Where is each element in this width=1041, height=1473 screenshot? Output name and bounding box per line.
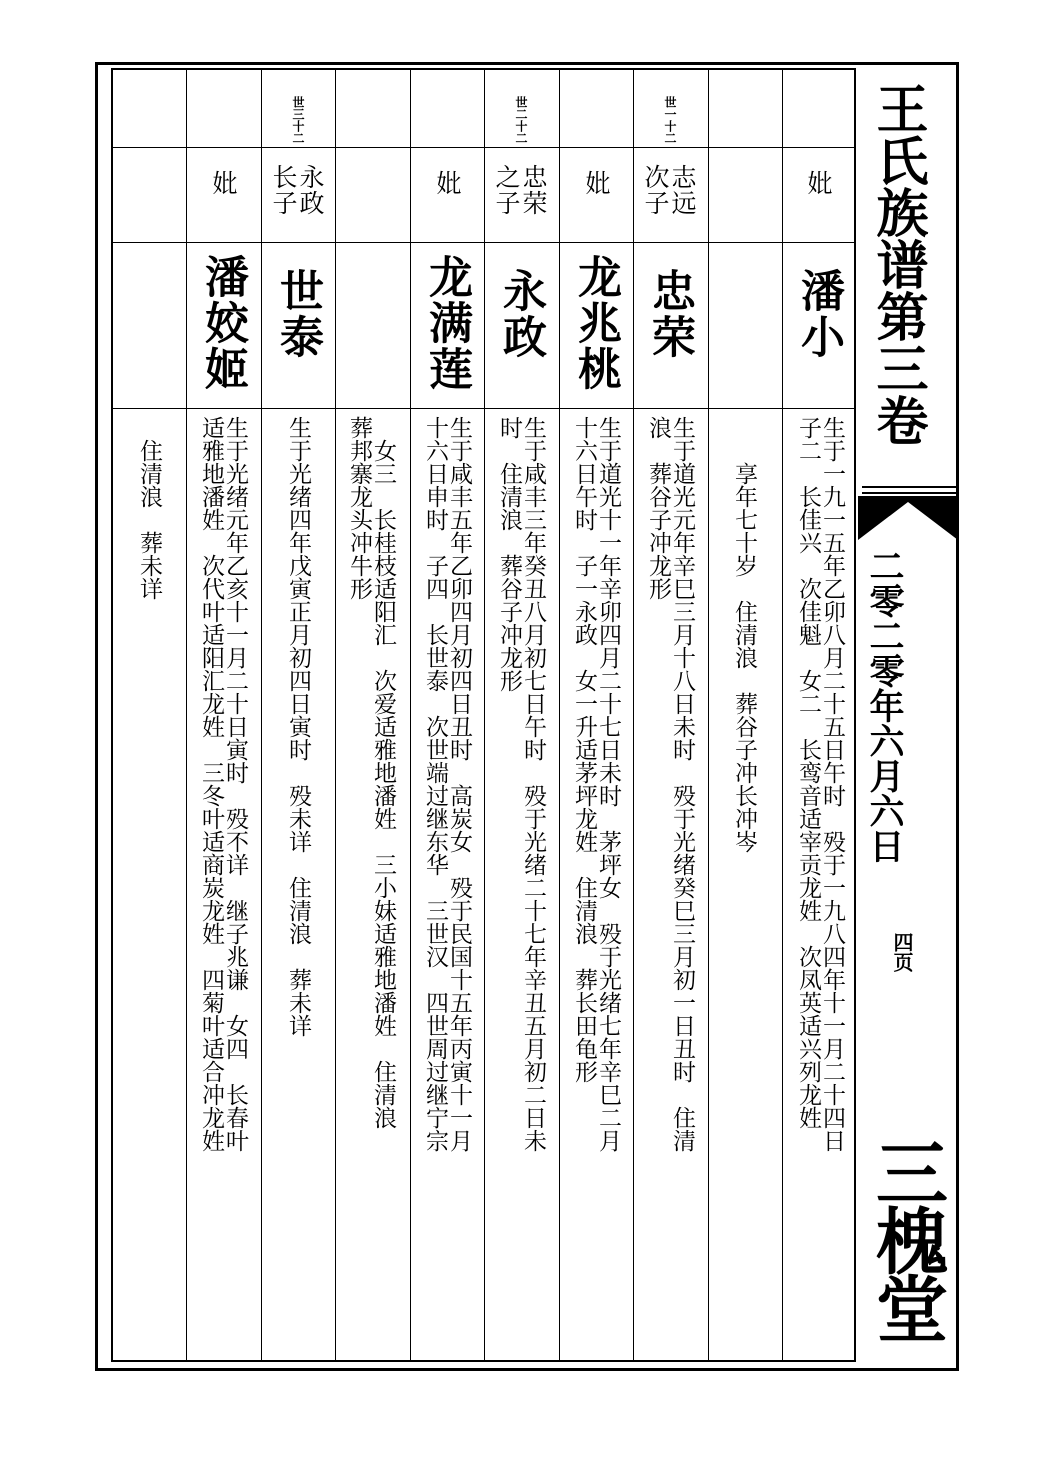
- column-divider: [782, 68, 783, 1362]
- biography-text: 生于光绪四年戊寅正月初四日寅时 殁未详 住清浪 葬未详: [285, 416, 311, 1037]
- page-number: 四页: [890, 932, 914, 972]
- person-name: 忠荣: [644, 268, 695, 360]
- biography-text: 享年七十岁 住清浪 葬谷子冲长冲岑: [731, 416, 757, 853]
- publish-date: 二零二零年六月六日: [864, 548, 905, 863]
- biography-text: 生于咸丰三年癸丑八月初七日午时 殁于光绪二十七年辛丑五月初二日未 时 住清浪 葬谷子冲龙形: [496, 416, 546, 1152]
- relation-label: 志远 次子: [641, 164, 697, 216]
- relation-label: 永政 长子: [269, 164, 325, 216]
- person-name: 永政: [495, 268, 546, 360]
- title-rule: [862, 492, 956, 494]
- biography-text: 生于一九一五年乙卯八月二十五日午时 殁于一九八四年十一月二十四日 子二 长佳兴 次佳魁 女二 长鸾音适宰贡龙姓 次凤英适兴列龙姓: [795, 416, 845, 1152]
- biography-text: 女三 长桂枝适阳汇 次爱适雅地潘姓 三小妹适雅地潘姓 住清浪 葬邦寨龙头冲牛形: [346, 416, 396, 1129]
- biography-text: 生于道光十一年辛卯四月二十七日未时 茅坪女 殁于光绪七年辛巳二月 十六日午时 子一永政 女一升适茅坪龙姓 住清浪 葬长田龟形: [571, 416, 621, 1152]
- biography-text: 生于咸丰五年乙卯四月初四日丑时 高炭女 殁于民国十五年丙寅十一月 十六日申时 子四 长世泰 次世端过继东华 三世汉 四世周过继宁宗: [422, 416, 472, 1152]
- relation-label: 妣: [804, 170, 833, 196]
- column-divider: [186, 68, 187, 1362]
- biography-text: 生于光绪元年乙亥十一月二十日寅时 殁不详 继子兆谦 女四 长春叶 适雅地潘姓 次代叶适阳汇龙姓 三冬叶适商炭龙姓 四菊叶适合冲龙姓: [198, 416, 248, 1152]
- hall-name: 三槐堂: [864, 1136, 949, 1340]
- biography-text: 住清浪 葬未详: [136, 416, 162, 600]
- relation-label: 忠荣 之子: [492, 164, 548, 216]
- generation-label: 世二十二: [514, 96, 528, 144]
- column-divider: [261, 68, 262, 1362]
- column-divider: [633, 68, 634, 1362]
- title-banner-ornament: [858, 496, 958, 542]
- person-name: 龙兆桃: [570, 254, 621, 392]
- row-divider: [111, 242, 856, 243]
- person-name: 龙满莲: [421, 254, 472, 392]
- generation-label: 世三十二: [291, 96, 305, 144]
- column-divider: [484, 68, 485, 1362]
- title-rule: [862, 486, 956, 488]
- relation-label: 妣: [582, 170, 611, 196]
- generation-label: 世一十二: [663, 96, 677, 144]
- column-divider: [708, 68, 709, 1362]
- biography-text: 生于道光元年辛巳三月十八日未时 殁于光绪癸巳三月初一日丑时 住清 浪 葬谷子冲龙形: [645, 416, 695, 1152]
- column-divider: [410, 68, 411, 1362]
- person-name: 潘姣姬: [197, 254, 248, 392]
- person-name: 世泰: [272, 268, 323, 360]
- row-divider: [111, 408, 856, 409]
- person-name: 潘小: [793, 268, 844, 360]
- relation-label: 妣: [433, 170, 462, 196]
- column-divider: [335, 68, 336, 1362]
- row-divider: [111, 147, 856, 148]
- volume-title: 王氏族谱第三卷: [867, 82, 928, 446]
- column-divider: [559, 68, 560, 1362]
- relation-label: 妣: [209, 170, 238, 196]
